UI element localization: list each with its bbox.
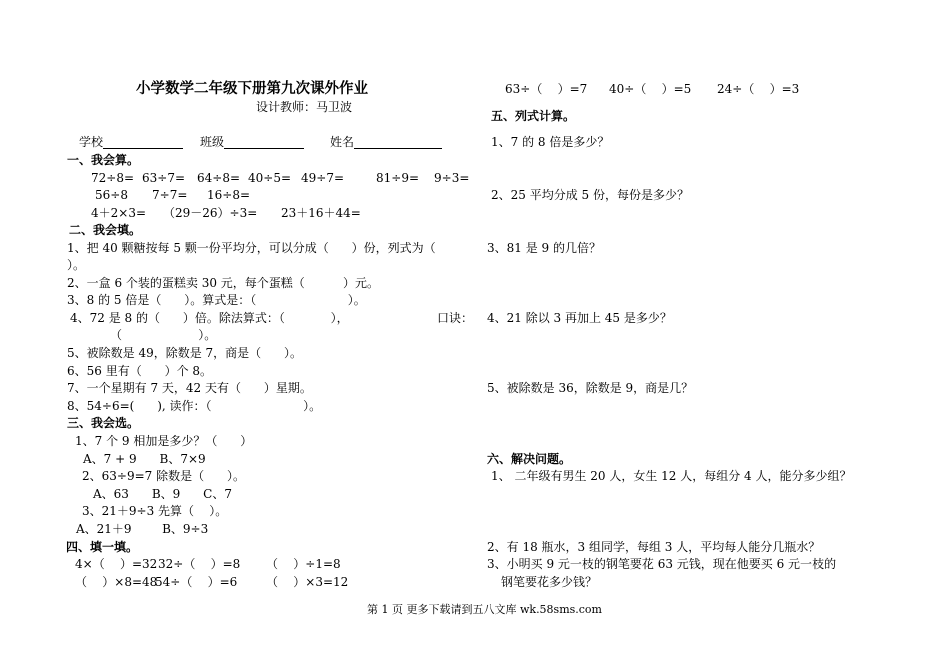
- choice-question-1: 1、7 个 9 相加是多少？（ ）: [75, 434, 253, 448]
- section-5-heading: 五、列式计算。: [491, 109, 576, 123]
- calc-item: 4＋2×3=: [91, 206, 147, 220]
- page-footer: 第 1 页 更多下载请到五八文库 wk.58sms.com: [367, 603, 602, 616]
- name-label: 姓名: [330, 135, 355, 149]
- calc-item: 72÷8=: [91, 171, 135, 185]
- fill-question-2: 2、一盒 6 个装的蛋糕卖 30 元，每个蛋糕（ ）元。: [67, 276, 379, 290]
- word-problem-1: 1、 二年级有男生 20 人，女生 12 人，每组分 4 人，能分多少组？: [491, 469, 852, 483]
- designer-line: 设计教师：马卫波: [256, 100, 353, 114]
- fill-question-6: 6、56 里有（ ）个 8。: [67, 364, 213, 378]
- section-6-heading: 六、解决问题。: [487, 452, 572, 466]
- fill-question-3: 3、8 的 5 倍是（ ）。算式是：（ ）。: [67, 293, 366, 307]
- fill-blank-item: 63÷（ ）=7: [505, 82, 588, 96]
- calc-item: 49÷7=: [301, 171, 345, 185]
- expression-question-5: 5、被除数是 36，除数是 9，商是几？: [487, 381, 694, 395]
- fill-question-8: 8、54÷6=( ), 读作：（ ）。: [67, 399, 322, 413]
- fill-blank-item: 54÷（ ）=6: [155, 575, 238, 589]
- section-3-heading: 三、我会选。: [67, 416, 140, 430]
- section-4-heading: 四、填一填。: [66, 540, 139, 554]
- fill-question-7: 7、一个星期有 7 天，42 天有（ ）星期。: [67, 381, 312, 395]
- class-label: 班级: [200, 135, 225, 149]
- class-field: [200, 135, 304, 149]
- section-1-heading: 一、我会算。: [67, 153, 140, 167]
- expression-question-4: 4、21 除以 3 再加上 45 是多少？: [487, 311, 672, 325]
- word-problem-3-cont: 钢笔要花多少钱？: [501, 575, 598, 589]
- fill-blank-item: 40÷（ ）=5: [609, 82, 692, 96]
- school-label: 学校: [79, 135, 104, 149]
- fill-question-1-cont: ）。: [67, 258, 86, 272]
- calc-item: 81÷9=: [376, 171, 420, 185]
- word-problem-3: 3、小明买 9 元一枝的钢笔要花 63 元钱，现在他要买 6 元一枝的: [487, 557, 837, 571]
- fill-blank-item: 4×（ ）=32: [75, 557, 158, 571]
- name-field: [330, 135, 442, 149]
- calc-item: 23＋16＋44=: [281, 206, 361, 220]
- expression-question-2: 2、25 平均分成 5 份，每份是多少？: [491, 188, 689, 202]
- school-blank[interactable]: [103, 136, 183, 149]
- choice-options-3: A、21＋9 B、9÷3: [76, 522, 209, 536]
- fill-blank-item: 32÷（ ）=8: [158, 557, 241, 571]
- fill-blank-item: （ ）×3=12: [266, 575, 349, 589]
- calc-item: 40÷5=: [248, 171, 292, 185]
- fill-blank-item: （ ）÷1=8: [266, 557, 341, 571]
- calc-item: （29－26）÷3=: [163, 206, 258, 220]
- expression-question-1: 1、7 的 8 倍是多少？: [491, 135, 610, 149]
- choice-question-2: 2、63÷9=7 除数是（ ）。: [82, 469, 245, 483]
- fill-blank-item: 24÷（ ）=3: [717, 82, 800, 96]
- calc-item: 63÷7=: [142, 171, 186, 185]
- calc-item: 9÷3=: [434, 171, 470, 185]
- expression-question-3: 3、81 是 9 的几倍？: [487, 241, 601, 255]
- calc-item: 64÷8=: [197, 171, 241, 185]
- calc-item: 7÷7=: [152, 188, 188, 202]
- class-blank[interactable]: [224, 136, 304, 149]
- fill-question-4: 4、72 是 8 的（ ）倍。除法算式：（ ），: [70, 311, 349, 325]
- choice-options-1: A、7 + 9 B、7×9: [83, 452, 206, 466]
- fill-question-4-cont: （ ）。: [110, 328, 217, 342]
- choice-options-2: A、63 B、9 C、7: [93, 487, 232, 501]
- fill-blank-item: （ ）×8=48: [75, 575, 158, 589]
- page-title: 小学数学二年级下册第九次课外作业: [136, 80, 368, 97]
- section-2-heading: 二、我会填。: [69, 223, 142, 237]
- choice-question-3: 3、21＋9÷3 先算（ ）。: [82, 504, 228, 518]
- word-problem-2: 2、有 18 瓶水，3 组同学，每组 3 人，平均每人能分几瓶水？: [487, 540, 821, 554]
- school-field: [79, 135, 183, 149]
- fill-question-5: 5、被除数是 49，除数是 7，商是（ ）。: [67, 346, 303, 360]
- calc-item: 56÷8: [95, 188, 128, 202]
- fill-question-1: 1、把 40 颗糖按每 5 颗一份平均分，可以分成（ ）份，列式为（: [67, 241, 436, 255]
- calc-item: 16÷8=: [207, 188, 251, 202]
- name-blank[interactable]: [354, 136, 442, 149]
- fill-question-4-rhyme-label: 口诀：: [437, 311, 474, 325]
